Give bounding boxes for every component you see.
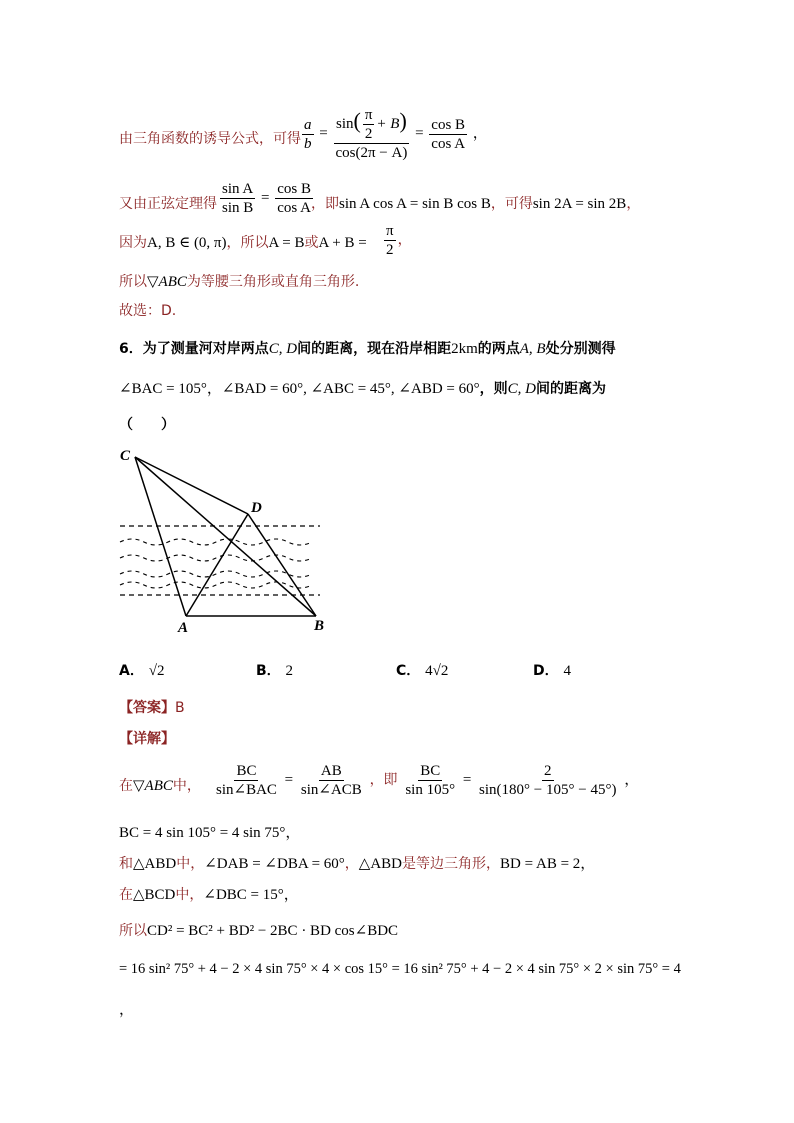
solution-line4: 在△BCD中，∠DBC = 15°， xyxy=(119,887,299,903)
question-line2: ∠BAC = 105°，∠BAD = 60°, ∠ABC = 45°, ∠ABD = 60°，则C, D间的距离为 xyxy=(119,381,606,397)
solution-line3: 和△ABD中，∠DAB = ∠DBA = 60°，△ABD是等边三角形，BD = AB = 2， xyxy=(119,856,596,872)
detail-label: 【详解】 xyxy=(119,731,175,747)
label-B: B xyxy=(314,618,325,634)
prev-line2-formula: $\frac{\text{sin A}}{\text{sin B}}$ = $\frac{\text{cos B}}{\text{cos A}}$ xyxy=(222,181,311,216)
label-A: A xyxy=(178,620,189,636)
question-line1: 6．为了测量河对岸两点C, D间的距离，现在沿岸相距2km的两点A, B处分别测得 xyxy=(119,341,616,357)
prev-line5: 故选：D. xyxy=(119,303,177,319)
prev-line3-frac: $\frac{\pi}{2}$ ， xyxy=(386,223,412,258)
solution-line7: ， xyxy=(119,1002,135,1018)
answer: 【答案】B xyxy=(119,700,185,716)
choice-b[interactable]: B． 2 xyxy=(256,663,294,679)
solution-line1-text: 在▽ABC中， xyxy=(119,778,201,794)
prev-line3: 因为A, B ∈ (0, π)，所以A = B或A + B = xyxy=(119,235,367,251)
choice-c[interactable]: C． 4√2 xyxy=(396,663,449,679)
prev-line2-rest: ，即sin A cos A = sin B cos B，可得sin 2A = sin 2B， xyxy=(311,196,641,212)
question-paren: （ ） xyxy=(119,417,175,433)
river-figure xyxy=(110,440,340,640)
label-C: C xyxy=(120,448,131,464)
label-D: D xyxy=(251,500,262,516)
prev-line2-text: 又由正弦定理得 xyxy=(119,196,217,212)
prev-line4: 所以▽ABC为等腰三角形或直角三角形. xyxy=(119,274,360,290)
solution-line6: = 16 sin² 75° + 4 − 2 × 4 sin 75° × 4 × cos 15° = 16 sin² 75° + 4 − 2 × 4 sin 75° × 2 × sin 75° = 4 xyxy=(119,961,681,977)
triangle-lines xyxy=(135,457,316,616)
prev-line1-text: 由三角函数的诱导公式，可得 xyxy=(119,131,301,147)
river-waves xyxy=(120,539,312,588)
solution-line1-formula: $\frac{BC}{\text{sin∠BAC}}$ = $\frac{AB}{\text{sin∠ACB}}$ ，即 $\frac{BC}{\sin 105^\circ}$ = $\frac{2}{\sin(180^\circ - 105^\circ - 45^\circ)}$ ， xyxy=(216,763,640,798)
solution-line2: BC = 4 sin 105° = 4 sin 75°， xyxy=(119,825,301,841)
solution-line5: 所以CD² = BC² + BD² − 2BC · BD cos∠BDC xyxy=(119,923,399,939)
prev-line1-formula: $\frac{a}{b}$ = sin( $\frac{\pi}{2}$ + B) cos(2π − A) = $\frac{\text{cos B}}{\text{cos A}}$ ， xyxy=(304,107,488,161)
choice-d[interactable]: D． 4 xyxy=(533,663,571,679)
choice-a[interactable]: A． √2 xyxy=(119,663,165,679)
